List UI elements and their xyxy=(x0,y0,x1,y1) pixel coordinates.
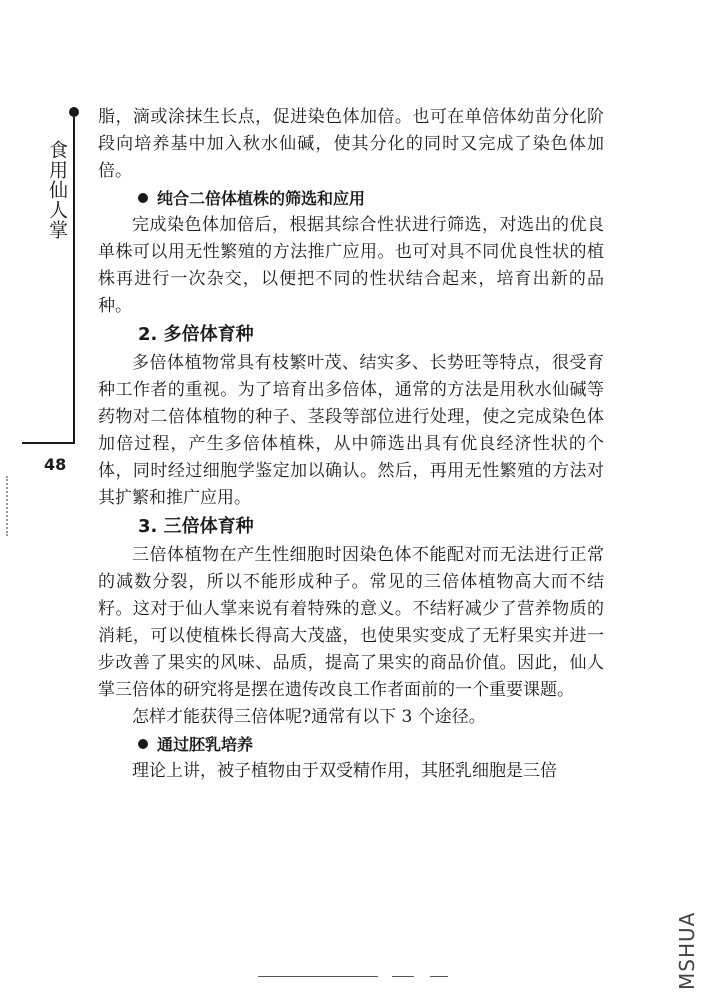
bullet-icon xyxy=(138,193,148,203)
bullet-heading-text: 纯合二倍体植株的筛选和应用 xyxy=(157,189,366,208)
bullet-heading xyxy=(98,185,604,212)
paragraph: 理论上讲，被子植物由于双受精作用，其胚乳细胞是三倍 xyxy=(132,761,557,781)
section-heading: 2. 多倍体育种 xyxy=(138,324,254,345)
paragraph: 怎样才能获得三倍体呢?通常有以下 3 个途径。 xyxy=(132,707,486,727)
margin-vertical-rule xyxy=(73,117,75,443)
margin-horizontal-rule xyxy=(22,442,75,444)
paragraph: 多倍体植物常具有枝繁叶茂、结实多、长势旺等特点，很受育种工作者的重视。为了培育出多倍体，通常的方法是用秋水仙碱等药物对二倍体植物的种子、茎段等部位进行处理，使之完成染色体加倍过程，产生多倍体植株，从中筛选出具有优良经济性状的个体，同时经过细胞学鉴定加以确认。然后，再用无性繁殖的方法对其扩繁和推广应用。 xyxy=(98,353,604,508)
running-title: 食用仙人掌 xyxy=(46,140,68,240)
footer-dash xyxy=(392,976,414,977)
section-heading: 3. 三倍体育种 xyxy=(138,516,254,537)
page-body xyxy=(98,104,604,785)
watermark: MSHUA xyxy=(675,911,699,990)
footer-dash xyxy=(258,976,378,977)
margin-bullet-dot xyxy=(69,107,79,117)
bullet-icon xyxy=(138,739,148,749)
bullet-heading xyxy=(98,731,604,758)
bullet-heading-text: 通过胚乳培养 xyxy=(157,735,254,754)
paragraph: 脂，滴或涂抹生长点，促进染色体加倍。也可在单倍体幼苗分化阶段向培养基中加入秋水仙碱，使其分化的同时又完成了染色体加倍。 xyxy=(98,107,604,181)
page-number: 48 xyxy=(44,455,67,474)
footer-dash xyxy=(430,976,448,977)
scan-margin-marks xyxy=(6,476,12,536)
paragraph: 完成染色体加倍后，根据其综合性状进行筛选，对选出的优良单株可以用无性繁殖的方法推广应用。也可对具不同优良性状的植株再进行一次杂交，以便把不同的性状结合起来，培育出新的品种。 xyxy=(98,215,604,316)
paragraph: 三倍体植物在产生性细胞时因染色体不能配对而无法进行正常的减数分裂，所以不能形成种子。常见的三倍体植物高大而不结籽。这对于仙人掌来说有着特殊的意义。不结籽减少了营养物质的消耗，可以使植株长得高大茂盛，也使果实变成了无籽果实并进一步改善了果实的风味、品质，提高了果实的商品价值。因此，仙人掌三倍体的研究将是摆在遗传改良工作者面前的一个重要课题。 xyxy=(98,545,604,700)
